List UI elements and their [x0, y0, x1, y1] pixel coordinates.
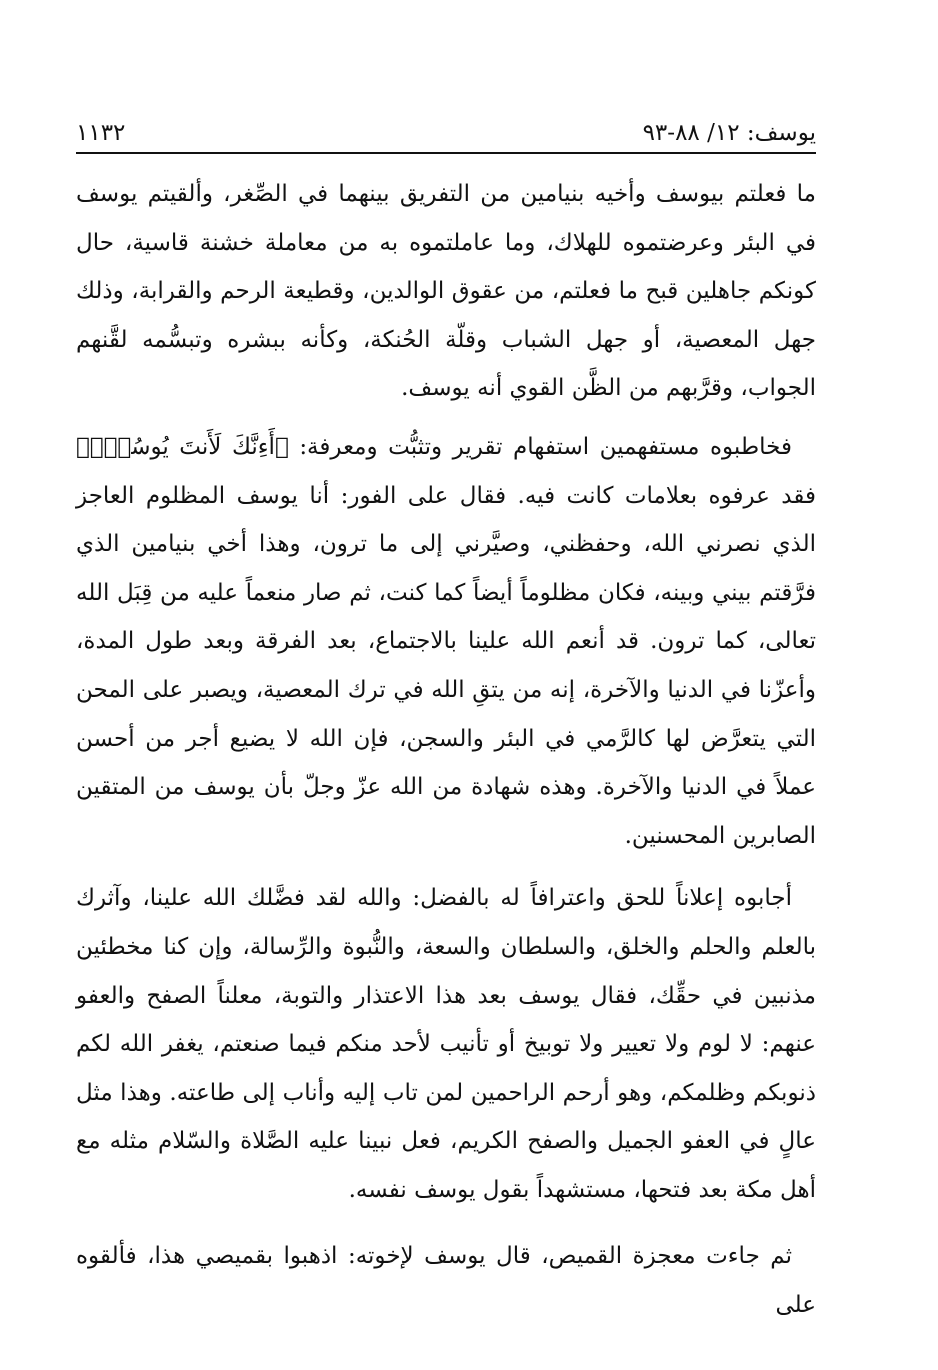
page-header: [76, 110, 816, 154]
paragraph-3: أجابوه إعلاناً للحق واعترافاً له بالفضل: والله لقد فضَّلك الله علينا، وآثرك بالعلم والحلم والخلق، والسلطان والسعة، والنُّبوة والرِّسالة، وإن كنا مخطئين مذنبين في حقِّك، فقال يوسف بعد هذا الاعتذار والتوبة، معلناً الصفح والعفو عنهم: لا لوم ولا تعيير ولا توبيخ أو تأنيب لأحد منكم فيما صنعتم، يغفر الله لكم ذنوبكم وظلمكم، وهو أرحم الراحمين لمن تاب إليه وأناب إلى طاعته. وهذا مثل عالٍ في العفو الجميل والصفح الكريم، فعل نبينا عليه الصَّلاة والسّلام مثله مع أهل مكة بعد فتحها، مستشهداً بقول يوسف نفسه.: [76, 885, 816, 1203]
page-body: [76, 170, 816, 1330]
page-number: ١١٣٢: [76, 120, 126, 146]
paragraph-2: [76, 423, 816, 860]
paragraph-1: ما فعلتم بيوسف وأخيه بنيامين من التفريق بينهما في الصِّغر، وألقيتم يوسف في البئر وعرضتموه للهلاك، وما عاملتموه به من معاملة خشنة قاسية، حال كونكم جاهلين قبح ما فعلتم، من عقوق الوالدين، وقطيعة الرحم والقرابة، وذلك جهل المعصية، أو جهل الشباب وقلّة الحُنكة، وكأنه ببشره وتبسُّمه لقَّنهم الجواب، وقرَّبهم من الظَّن القوي أنه يوسف.: [76, 181, 816, 402]
quran-verse: ﴿أَءِنَّكَ لَأَنتَ يُوسُفُۖ﴾: [76, 433, 289, 460]
document-page: [76, 110, 817, 1319]
paragraph-4: ثم جاءت معجزة القميص، قال يوسف لإخوته: اذهبوا بقميصي هذا، فألقوه على: [76, 1243, 816, 1319]
running-title: يوسف: ١٢/ ٨٨-٩٣: [642, 120, 816, 146]
paragraph-2-rest: فقد عرفوه بعلامات كانت فيه. فقال على الفور: أنا يوسف المظلوم العاجز الذي نصرني الله، وحفظني، وصيَّرني إلى ما ترون، وهذا أخي بنيامين الذي فرَّقتم بيني وبينه، فكان مظلوماً أيضاً كما كنت، ثم صار منعماً عليه من قِبَل الله تعالى، كما ترون. قد أنعم الله علينا بالاجتماع، بعد الفرقة وبعد طول المدة، وأعزّنا في الدنيا والآخرة، إنه من يتقِ الله في ترك المعصية، ويصبر على المحن التي يتعرَّض لها كالرَّمي في البئر والسجن، فإن الله لا يضيع أجر من أحسن عملاً في الدنيا والآخرة. وهذه شهادة من الله عزّ وجلّ بأن يوسف من المتقين الصابرين المحسنين.: [76, 482, 817, 849]
paragraph-2-lead: فخاطبوه مستفهمين استفهام تقرير وتثبُّت ومعرفة:: [288, 433, 793, 460]
